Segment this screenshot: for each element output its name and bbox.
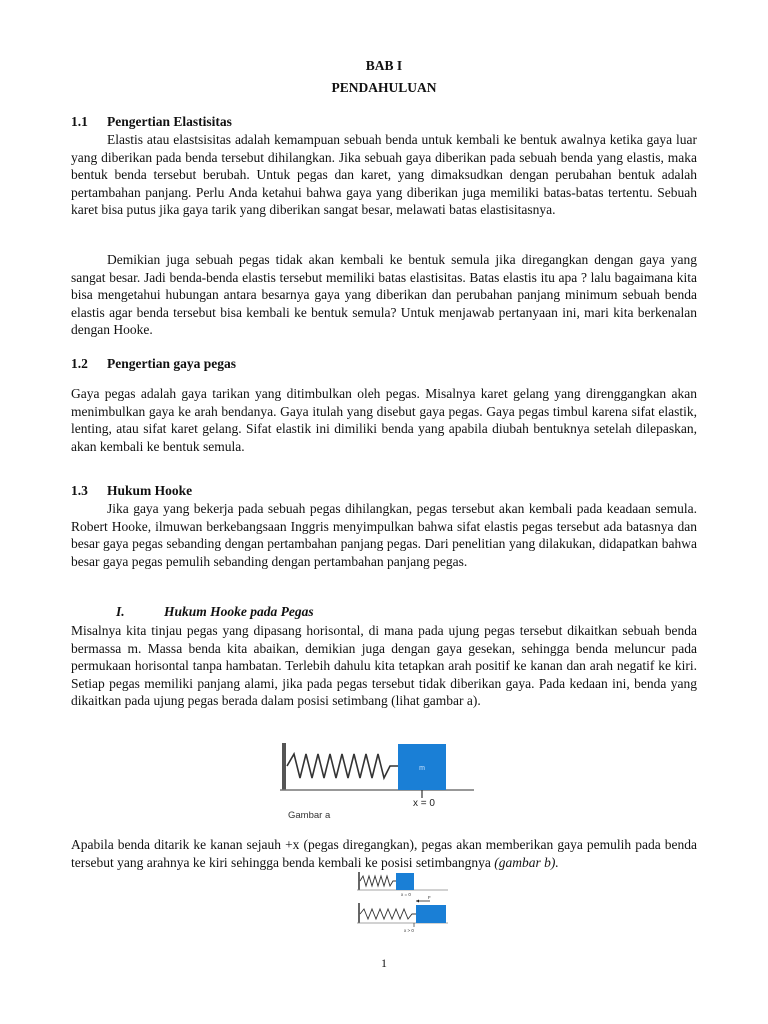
paragraph-hukum-hooke: Jika gaya yang bekerja pada sebuah pegas dihilangkan, pegas tersebut akan kembali pada keadaan semula. Robert Hooke, ilmuwan berkebangsaan Inggris menyimpulkan bahwa sifat elastis pegas tersebut ada batasnya dan besar gaya pegas sebanding dengan pertambahan panjang pegas. Dari penelitian yang dilakukan, didapatkan bahwa besar gaya pegas pemulih sebanding dengan pertambahan panjang pegas. — [71, 501, 697, 569]
mass-label: m — [419, 765, 425, 772]
spring-relaxed — [360, 876, 396, 886]
subsection-heading-I — [116, 604, 314, 620]
chapter-title: PENDAHULUAN — [331, 80, 437, 95]
section-number: 1.1 — [71, 114, 88, 129]
force-arrowhead — [416, 900, 419, 903]
figure-caption: Gambar a — [288, 810, 331, 821]
section-number: 1.3 — [71, 483, 88, 498]
paragraph-main-text: Apabila benda ditarik ke kanan sejauh +x (pegas diregangkan), pegas akan memberikan gaya pemulih pada benda tersebut yang arahnya ke kiri sehingga benda kembali ke posisi setimbangnya — [71, 837, 697, 870]
paragraph-hooke-pegas: Misalnya kita tinjau pegas yang dipasang horisontal, di mana pada ujung pegas tersebut dikaitkan sebuah benda bermassa m. Massa benda kita abaikan, demikian juga dengan gaya gesekan, sehingga benda meluncur pada permukaan horisontal tanpa hambatan. Terlebih dahulu kita tetapkan arah positif ke kanan dan arah negatif ke kiri. Setiap pegas memiliki panjang alami, jika pada pegas tersebut tidak diberikan gaya. Pada kedaan ini, benda yang dikaitkan pada ujung pegas berada dalam posisi setimbang (lihat gambar a). — [71, 623, 697, 709]
section-title: Pengertian gaya pegas — [107, 356, 236, 371]
spring-stretched — [360, 909, 416, 919]
mass-block — [416, 905, 446, 923]
section-title: Hukum Hooke — [107, 483, 193, 498]
section-number: 1.2 — [71, 356, 88, 371]
section-heading-1-1 — [71, 114, 232, 130]
mass-block — [396, 873, 414, 890]
paragraph-gaya-pemulih — [71, 836, 697, 871]
zero-label: x = 0 — [401, 892, 411, 897]
subsection-title: Hukum Hooke pada Pegas — [164, 604, 314, 619]
chapter-label: BAB I — [365, 58, 403, 73]
section-heading-1-2 — [71, 356, 236, 372]
paragraph-elastisitas-1: Elastis atau elastsisitas adalah kemampuan sebuah benda untuk kembali ke bentuk awalnya ketika gaya luar yang diberikan pada benda tersebut dihilangkan. Jika sebuah gaya diberikan pada sebuah benda yang elastis, maka bentuk benda tersebut berubah. Untuk pegas dan karet, yang dimaksudkan dengan perubahan bentuk adalah pertambahan panjang. Perlu Anda ketahui bahwa gaya yang diberikan juga memiliki batas-batas tertentu. Sebuah karet bisa putus jika gaya tarik yang diberikan sangat besar, melawati batas elastisitasnya. — [71, 132, 697, 218]
spring — [287, 754, 398, 778]
zero-label: x = 0 — [413, 798, 435, 809]
page-number: 1 — [381, 956, 387, 970]
paragraph-gaya-pegas: Gaya pegas adalah gaya tarikan yang ditimbulkan oleh pegas. Misalnya karet gelang yang direnggangkan akan menimbulkan gaya ke arah bendanya. Gaya itulah yang disebut gaya pegas. Gaya pegas timbul karena sifat elastik, lenting, atau sifat karet gelang. Sifat elastik ini dimiliki benda yang apabila diubah bentuknya setelah dilepaskan, akan kembali ke bentuk semula. — [71, 386, 697, 454]
section-heading-1-3 — [71, 483, 192, 499]
force-label: F — [428, 895, 431, 900]
subsection-number: I. — [116, 604, 125, 619]
displacement-label: x > 0 — [404, 928, 414, 933]
paragraph-elastisitas-2: Demikian juga sebuah pegas tidak akan kembali ke bentuk semula jika diregangkan dengan gaya yang sangat besar. Jadi benda-benda elastis tersebut memiliki batas elastisitas. Batas elastis itu apa ? lalu bagaimana kita bisa mengetahui hubungan antara besarnya gaya yang diberikan dan perubahan panjang minimum sebuah benda elastis agar benda tersebut bisa kembali ke bentuk semula? Untuk menjawab pertanyaan ini, mari kita berkenalan dengan Hooke. — [71, 252, 697, 338]
section-title: Pengertian Elastisitas — [107, 114, 232, 129]
figure-b-reference: (gambar b). — [494, 854, 559, 870]
figure-a-spring-equilibrium — [278, 738, 478, 822]
figure-b-spring-stretched — [356, 870, 452, 934]
